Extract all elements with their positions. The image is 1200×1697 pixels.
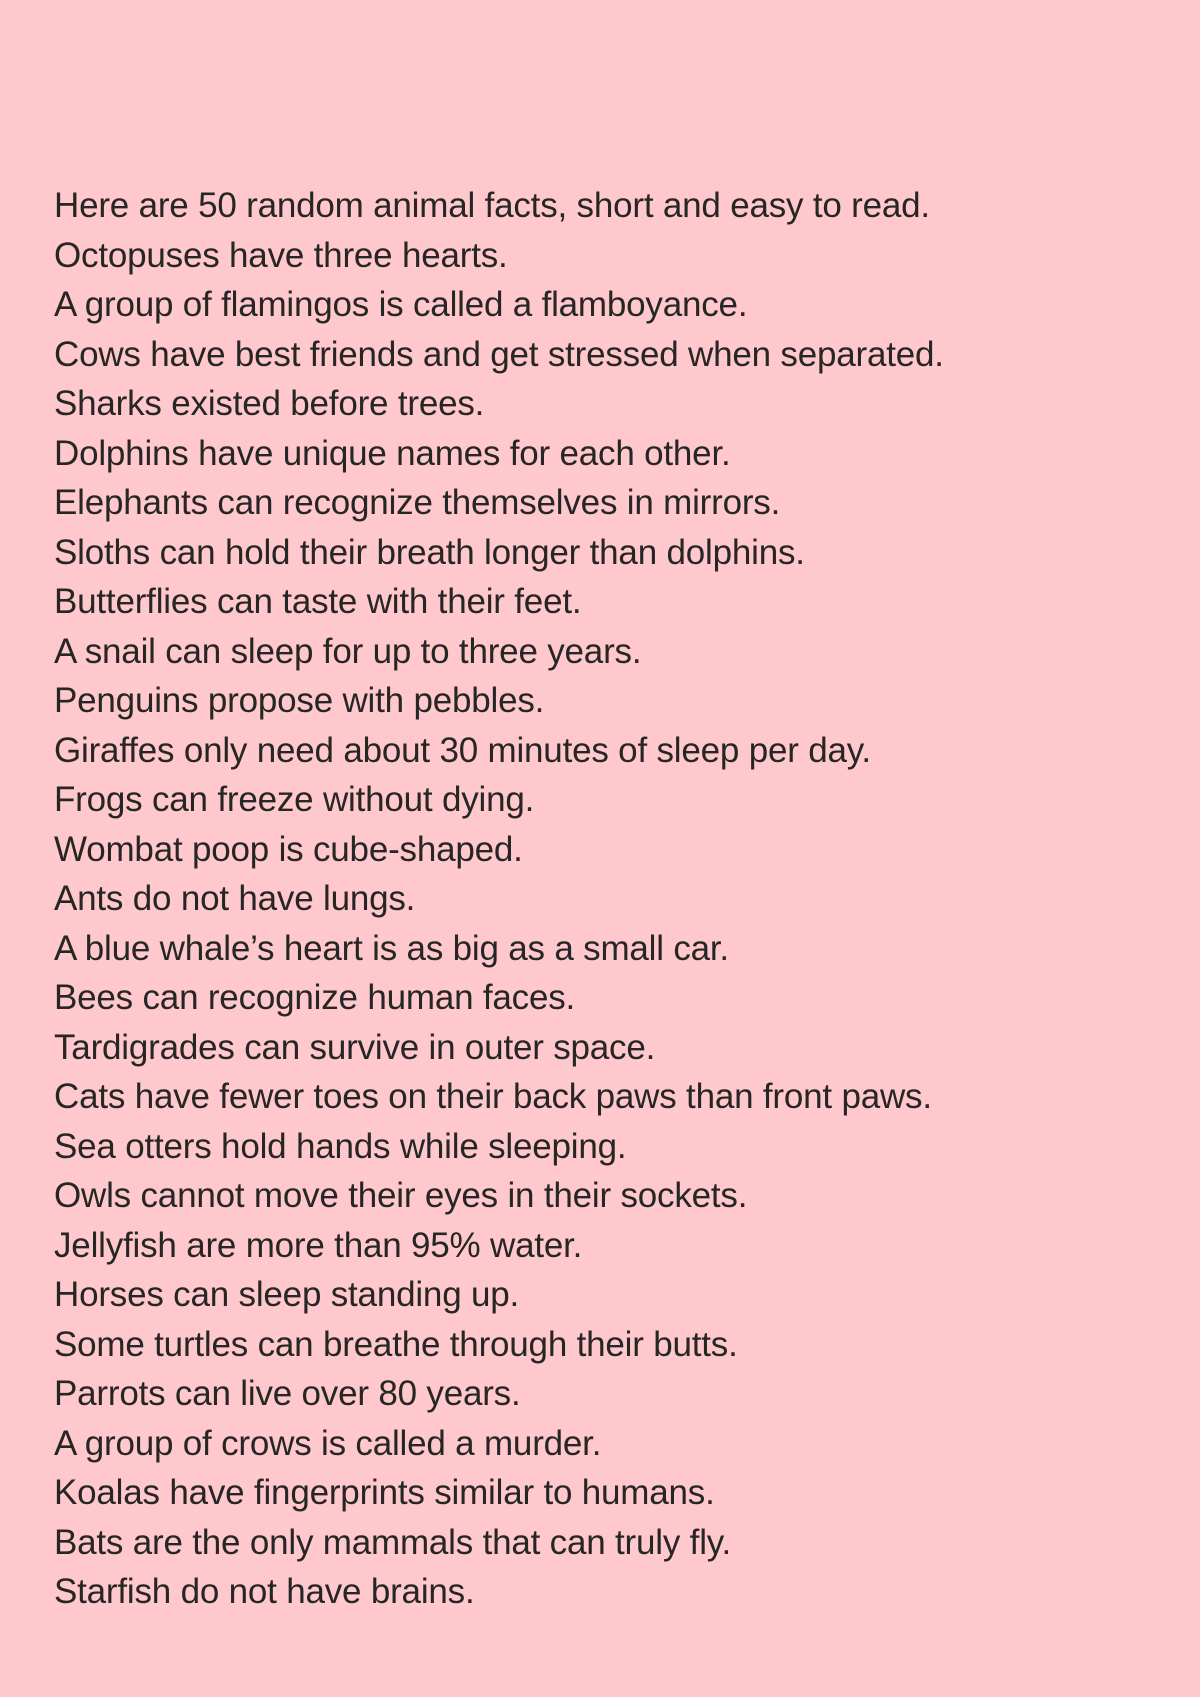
- fact-line: Penguins propose with pebbles.: [54, 681, 545, 720]
- document-body: [54, 181, 1164, 1617]
- fact-line: Horses can sleep standing up.: [54, 1275, 520, 1314]
- fact-line: Wombat poop is cube-shaped.: [54, 829, 523, 869]
- fact-line: A blue whale’s heart is as big as a small car.: [54, 928, 729, 968]
- fact-line: Tardigrades can survive in outer space.: [54, 1027, 656, 1067]
- fact-line: Koalas have fingerprints similar to humans.: [54, 1473, 715, 1512]
- fact-line: Sea otters hold hands while sleeping.: [54, 1126, 627, 1166]
- fact-line: Cats have fewer toes on their back paws than front paws.: [54, 1077, 932, 1116]
- fact-line: Starfish do not have brains.: [54, 1572, 475, 1611]
- fact-line: A snail can sleep for up to three years.: [54, 631, 642, 671]
- fact-line: Some turtles can breathe through their butts.: [54, 1324, 738, 1364]
- fact-line: Frogs can freeze without dying.: [54, 780, 535, 819]
- fact-line: Octopuses have three hearts.: [54, 235, 508, 275]
- fact-line: Elephants can recognize themselves in mirrors.: [54, 483, 781, 522]
- fact-line: Cows have best friends and get stressed when separated.: [54, 334, 944, 374]
- fact-line: A group of crows is called a murder.: [54, 1423, 602, 1463]
- fact-line: Owls cannot move their eyes in their sockets.: [54, 1176, 748, 1215]
- fact-line: Parrots can live over 80 years.: [54, 1374, 521, 1413]
- fact-line: Dolphins have unique names for each other.: [54, 433, 731, 473]
- fact-line: A group of flamingos is called a flamboyance.: [54, 285, 748, 324]
- fact-line: Butterflies can taste with their feet.: [54, 582, 582, 621]
- fact-line: Sharks existed before trees.: [54, 384, 485, 423]
- fact-line: Giraffes only need about 30 minutes of sleep per day.: [54, 730, 871, 770]
- fact-line: Ants do not have lungs.: [54, 879, 416, 918]
- fact-line: Bats are the only mammals that can truly fly.: [54, 1522, 732, 1562]
- fact-line: Jellyfish are more than 95% water.: [54, 1225, 583, 1265]
- fact-line: Bees can recognize human faces.: [54, 978, 576, 1017]
- intro-line: Here are 50 random animal facts, short and easy to read.: [54, 186, 930, 225]
- fact-line: Sloths can hold their breath longer than dolphins.: [54, 532, 805, 572]
